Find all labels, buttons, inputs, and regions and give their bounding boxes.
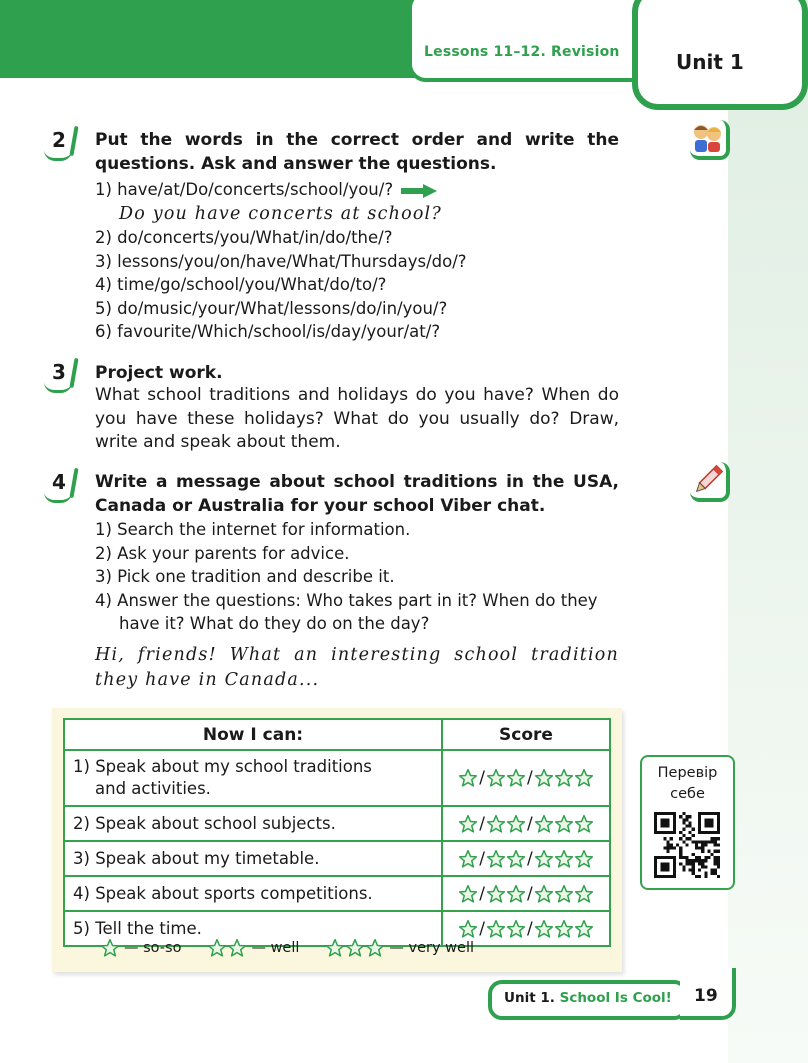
- star-icon: [574, 919, 594, 939]
- star-icon: [207, 938, 227, 958]
- star-icon: [554, 919, 574, 939]
- side-strip: [728, 0, 808, 1063]
- star-icon: [458, 884, 478, 904]
- star-icon: [574, 849, 594, 869]
- star-icon: [458, 814, 478, 834]
- three-stars-icon: [325, 938, 385, 958]
- star-rating[interactable]: / /: [442, 806, 610, 841]
- star-icon: [486, 768, 506, 788]
- exercise-number-2: 2: [52, 128, 74, 154]
- exercise-4-instruction: Write a message about school traditions in the USA, Canada or Australia for your school Viber chat.: [95, 472, 619, 516]
- table-row: 2) Speak about school subjects. / /: [64, 806, 610, 841]
- lesson-tab: [408, 0, 663, 82]
- star-icon: [345, 938, 365, 958]
- pencil-icon: [690, 462, 730, 502]
- column-header-score: Score: [442, 719, 610, 750]
- exercise-3-instruction: Project work.: [95, 363, 223, 383]
- table-row: 4) Speak about sports competitions. / /: [64, 876, 610, 911]
- star-legend: [100, 938, 580, 958]
- page-number: 19: [694, 986, 718, 1006]
- list-item: 3) Pick one tradition and describe it.: [95, 567, 395, 586]
- star-icon: [506, 814, 526, 834]
- list-item: 3) lessons/you/on/have/What/Thursdays/do/?: [95, 251, 467, 271]
- two-stars-icon: [207, 938, 247, 958]
- exercise-2-instruction: Put the words in the correct order and write the questions. Ask and answer the questions.: [95, 130, 619, 174]
- star-icon: [506, 849, 526, 869]
- exercise-4-example: Hi, friends! What an interesting school tradition they have in Canada...: [95, 645, 619, 690]
- star-icon: [486, 919, 506, 939]
- star-icon: [486, 849, 506, 869]
- exercise-number-4: 4: [52, 470, 74, 496]
- list-item: 1) Search the internet for information.: [95, 520, 411, 539]
- exercise-3-body: What school traditions and holidays do you have? When do you have these holidays? What do you usually do? Draw, write and speak about them.: [95, 385, 619, 452]
- star-icon: [325, 938, 345, 958]
- list-item: 2) Ask your parents for advice.: [95, 543, 350, 563]
- self-assessment-table: [63, 718, 611, 947]
- star-rating[interactable]: / /: [442, 876, 610, 911]
- table-row: 1) Speak about my school traditions and activities. / /: [64, 750, 610, 806]
- list-item: 6) favourite/Which/school/is/day/your/at/?: [95, 322, 441, 341]
- table-header-row: [64, 719, 610, 750]
- star-icon: [574, 884, 594, 904]
- star-icon: [574, 768, 594, 788]
- example-answer: Do you have concerts at school?: [119, 203, 442, 224]
- lesson-title: Lessons 11–12. Revision: [424, 44, 620, 60]
- column-header-can: Now I can:: [64, 719, 442, 750]
- list-item: 2) do/concerts/you/What/in/do/the/?: [95, 228, 393, 247]
- star-icon: [365, 938, 385, 958]
- star-icon: [534, 768, 554, 788]
- qr-caption: Перевір себе: [657, 765, 718, 802]
- legend-well: — well: [251, 940, 300, 956]
- star-icon: [458, 849, 478, 869]
- star-icon: [458, 919, 478, 939]
- star-icon: [554, 814, 574, 834]
- exercise-number-3: 3: [52, 360, 74, 386]
- star-icon: [100, 938, 120, 958]
- pair-work-icon: [690, 120, 730, 160]
- star-rating[interactable]: / /: [442, 911, 610, 946]
- star-icon: [534, 814, 554, 834]
- legend-so-so: — so-so: [124, 940, 182, 956]
- list-item: 4) Answer the questions: Who takes part in it? When do they have it? What do they do on the day?: [95, 590, 598, 633]
- exercise-4-list: [95, 518, 610, 636]
- star-icon: [554, 884, 574, 904]
- star-icon: [506, 919, 526, 939]
- table-row: 3) Speak about my timetable. / /: [64, 841, 610, 876]
- star-rating[interactable]: / /: [442, 841, 610, 876]
- star-icon: [486, 884, 506, 904]
- list-item: 4) time/go/school/you/What/do/to/?: [95, 275, 387, 294]
- legend-very-well: — very well: [389, 940, 475, 956]
- qr-code-icon[interactable]: [654, 812, 720, 878]
- table-row: 5) Tell the time. / /: [64, 911, 610, 946]
- star-icon: [227, 938, 247, 958]
- exercise-2-list: [95, 178, 615, 344]
- one-star-icon: [100, 938, 120, 958]
- star-icon: [506, 884, 526, 904]
- star-icon: [554, 849, 574, 869]
- star-icon: [458, 768, 478, 788]
- list-item: 5) do/music/your/What/lessons/do/in/you/?: [95, 298, 448, 318]
- list-item: 1) have/at/Do/concerts/school/you/?: [95, 178, 615, 202]
- star-icon: [534, 919, 554, 939]
- star-rating[interactable]: / /: [442, 750, 610, 806]
- star-icon: [486, 814, 506, 834]
- arrow-right-icon: [401, 184, 437, 198]
- footer-unit-title: Unit 1. School Is Cool!: [504, 990, 672, 1006]
- star-icon: [534, 849, 554, 869]
- star-icon: [506, 768, 526, 788]
- unit-title: Unit 1: [676, 50, 744, 74]
- star-icon: [554, 768, 574, 788]
- star-icon: [534, 884, 554, 904]
- star-icon: [574, 814, 594, 834]
